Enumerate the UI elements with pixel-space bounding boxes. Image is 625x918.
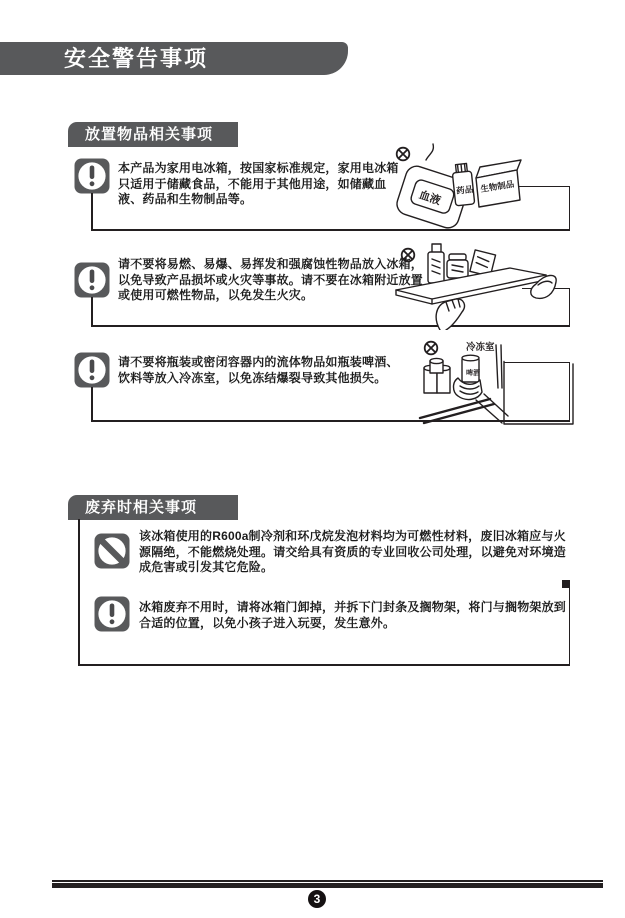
box-border-left [78,519,80,665]
held-beer-can [462,355,480,382]
no-symbol-icon [397,148,410,161]
section-header-disposal: 废弃时相关事项 [68,495,238,520]
warning-icon [74,262,110,298]
warning-icon [74,352,110,388]
medicine-bottle [452,163,476,206]
footer-rule-thin [52,880,603,882]
flammable-jar [447,254,468,278]
illustration-flammables-tray [388,238,572,330]
box-border-marker [562,580,570,588]
warning-text-flammables: 请不要将易燃、易爆、易挥发和强腐蚀性物品放入冰箱，以免导致产品损坏或火灾等事故。请不要在冰箱附近放置或使用可燃性物品，以免发生火灾。 [118,257,424,303]
box-border-bottom [78,664,570,666]
disposal-text-remove-doors: 冰箱废弃不用时，请将冰箱门卸掉，并拆下门封条及搁物架，将门与搁物架放到合适的位置，以免小孩子进入玩耍，发生意外。 [139,600,567,630]
connector-line [91,297,93,326]
flammable-bottle [428,244,444,283]
bio-products-box [476,160,521,207]
bag-tube [426,144,433,160]
illustration-blood-medicine-bio [392,140,574,232]
svg-text:啤酒: 啤酒 [466,370,480,377]
illustration-freezer-cans [410,330,574,427]
section-header-placement: 放置物品相关事项 [68,122,238,147]
disposal-text-refrigerant: 该冰箱使用的R600a制冷剂和环戊烷发泡材料均为可燃性材料，废旧冰箱应与火源隔绝，不能燃烧处理。请交给具有资质的专业回收公司处理，以避免对环境造成危害或引发其它危险。 [139,529,567,575]
freezer-drawer [504,362,573,425]
door-edge-lines [496,345,502,388]
left-hand [436,299,464,330]
page-number-badge: 3 [308,890,326,908]
right-hand [531,275,556,298]
warning-text-bottled-liquids: 请不要将瓶装或密闭容器内的流体物品如瓶装啤酒、饮料等放入冷冻室，以免冻结爆裂导致其他损失。 [118,355,399,385]
warning-icon [94,596,130,632]
can-stack [424,358,450,393]
connector-line [91,387,93,421]
svg-text:生物制品: 生物制品 [479,178,515,194]
svg-text:血液: 血液 [417,189,443,208]
drawer-rails [420,399,494,423]
page-title: 安全警告事项 [0,42,348,75]
tray-board [396,268,546,304]
prohibition-icon [94,533,130,569]
warning-icon [74,158,110,194]
no-symbol-icon [402,249,415,262]
freezer-compartment-label: 冷冻室 [466,342,495,353]
connector-line [91,193,93,230]
no-symbol-icon [425,342,438,355]
warning-text-storage-purpose: 本产品为家用电冰箱，按国家标准规定，家用电冰箱只适用于储藏食品，不能用于其他用途，如储藏血液、药品和生物制品等。 [118,161,399,207]
svg-text:药品: 药品 [455,183,474,196]
footer-rule-thick [52,883,603,888]
